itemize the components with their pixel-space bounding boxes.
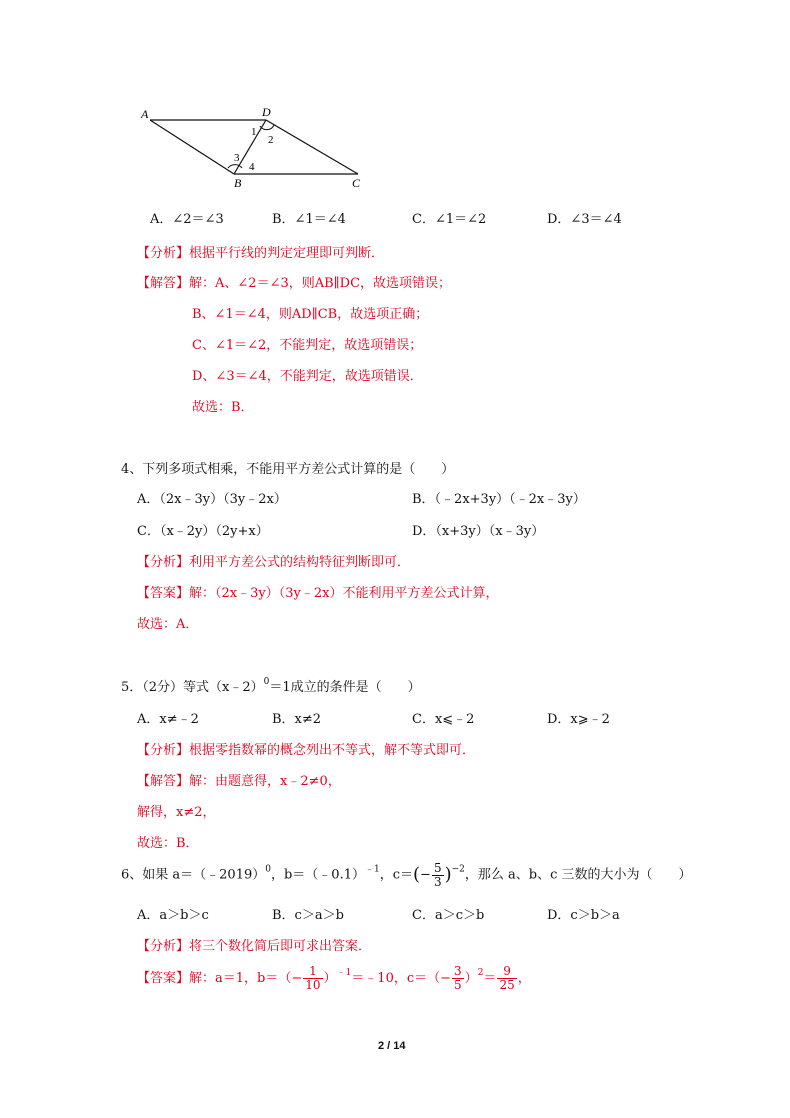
q4-option-a: A．（2x﹣3y）（3y﹣2x） [137,492,287,507]
ans-frac-1 [303,965,322,991]
q4-option-d: D．（x+3y）（x﹣3y） [412,524,545,539]
ans-d: ） [464,971,478,986]
q5-option-b: B．x≠2 [272,712,322,727]
q3-answer-line-3: C、∠1＝∠2，不能判定，故选项错误； [192,338,423,353]
frac-num: 3 [454,964,462,979]
q5-option-d: D．x⩾﹣2 [547,712,610,727]
q6-stem-b: ，b＝（﹣0.1） [270,867,365,883]
q6-sup-neg2: −2 [451,864,465,875]
q6-option-a: A．a＞b＞c [137,908,209,923]
angle-label-2: 2 [268,134,274,146]
analysis-tag: 【分析】 [137,939,190,954]
q6-stem-d: ，那么 a、b、c 三数的大小为（ ） [464,867,692,883]
analysis-text: 利用平方差公式的结构特征判断即可． [189,555,411,570]
q6-stem: 6、如果 a＝（﹣2019）$^0$，b＝（﹣0.1）$^{﹣1}$，c＝(− $\frac{5}{3}$ )$^{-2}$，那么 a、b、c 三数的大小为（ ） [121,860,692,889]
open-paren: ( [413,864,421,885]
ans-c: ＝﹣10，c＝（ [351,971,441,986]
q3-option-c: C．∠1＝∠2 [412,212,487,227]
q5-stem-suffix: ＝1成立的条件是（ ） [269,680,421,695]
page-number: 2 / 14 [378,1040,406,1052]
q4-answer [137,582,498,601]
q5-line2: 解得，x≠2， [137,805,216,820]
analysis-text: 根据零指数幂的概念列出不等式，解不等式即可． [189,743,476,758]
point-label-C: C [352,176,361,190]
frac-den: 10 [305,978,321,992]
ans-frac-2 [452,965,464,991]
q6-analysis [137,935,371,954]
close-paren: ) [444,864,452,885]
answer-tag: 【答案】 [137,586,190,601]
q5-final: 故选：B． [137,836,199,851]
q5-option-c: C．x⩽﹣2 [412,712,475,727]
q3-answer-final: 故选：B． [192,400,254,415]
frac-num: 1 [303,965,322,979]
q5-answer [137,770,341,789]
ans-sup2: 2 [477,968,484,978]
frac-num: 9 [497,965,516,979]
q3-answer-line-4: D、∠3＝∠4，不能判定，故选项错误． [192,369,423,384]
q6-sup-neg1: ﹣1 [364,864,380,875]
q3-analysis [137,242,384,261]
q3-option-b: B．∠1＝∠4 [272,212,346,227]
q3-answer-line-2: B、∠1＝∠4，则AD∥CB，故选项正确； [192,307,429,322]
ans-frac-3 [497,965,516,991]
ans-b: ） [323,971,337,986]
q3-option-a: A．∠2＝∠3 [150,212,224,227]
frac-num: 5 [433,860,442,875]
analysis-tag: 【分析】 [137,246,190,261]
ans-f: ， [517,971,531,986]
q6-answer: 【答案】解：a＝1，b＝（− $\frac{1}{10}$ ）$^{﹣1}$＝﹣10，c＝（− $\frac{3}{5}$ ）$^2$＝ $\frac{9}{25}$ ， [137,964,531,992]
q3-option-d: D．∠3＝∠4 [547,212,622,227]
q5-analysis [137,739,475,758]
analysis-text: 根据平行线的判定定理即可判断． [189,246,385,261]
q4-final: 故选：A． [137,617,199,632]
q5-option-a: A．x≠﹣2 [137,712,199,727]
analysis-tag: 【分析】 [137,555,190,570]
analysis-tag: 【分析】 [137,743,190,758]
answer-tag: 【解答】 [137,276,190,291]
frac-den: 25 [499,978,515,992]
frac-den: 5 [454,978,462,992]
q4-stem: 4、下列多项式相乘，不能用平方差公式计算的是（ ） [121,462,455,477]
q6-option-d: D．c＞b＞a [547,908,620,923]
frac-den: 3 [433,874,442,889]
point-label-D: D [262,105,271,119]
ans-sup1: ﹣1 [336,968,352,978]
segment-AB [150,120,234,174]
q6-stem-a: 6、如果 a＝（﹣2019） [121,867,266,883]
q5-stem-prefix: 5．（2分）等式（x﹣2） [121,680,264,695]
q6-option-b: B．c＞a＞b [272,908,344,923]
answer-tag: 【解答】 [137,774,190,789]
q6-fraction [432,862,444,888]
point-label-A: A [141,107,149,121]
q6-sup0: 0 [265,864,271,875]
q5-stem [121,676,421,695]
angle-label-3: 3 [234,152,240,164]
answer-text: 解：（2x﹣3y）（3y﹣2x）不能利用平方差公式计算， [189,586,499,601]
answer-text: 解：A、∠2＝∠3，则AB∥DC，故选项错误； [189,276,452,291]
q5-stem-sup: 0 [263,677,270,687]
angle-label-4: 4 [249,161,255,173]
analysis-text: 将三个数化简后即可求出答案． [189,939,372,954]
q4-option-b: B．（﹣2x+3y）（﹣2x﹣3y） [412,492,586,507]
point-label-B: B [234,176,242,190]
q4-option-c: C．（x﹣2y）（2y+x） [137,524,269,539]
q6-option-c: C．a＞c＞b [412,908,485,923]
answer-tag: 【答案】 [137,971,190,986]
answer-text: 解：由题意得，x﹣2≠0， [189,774,341,789]
q3-answer-line-1 [137,272,451,291]
q4-analysis [137,551,410,570]
q6-stem-c: ，c＝ [379,867,413,883]
ans-e: ＝ [483,971,497,986]
parallelogram-figure [138,104,378,194]
ans-a: 解：a＝1，b＝（ [189,971,292,986]
segment-DC [266,120,358,174]
angle-label-1: 1 [251,126,257,138]
